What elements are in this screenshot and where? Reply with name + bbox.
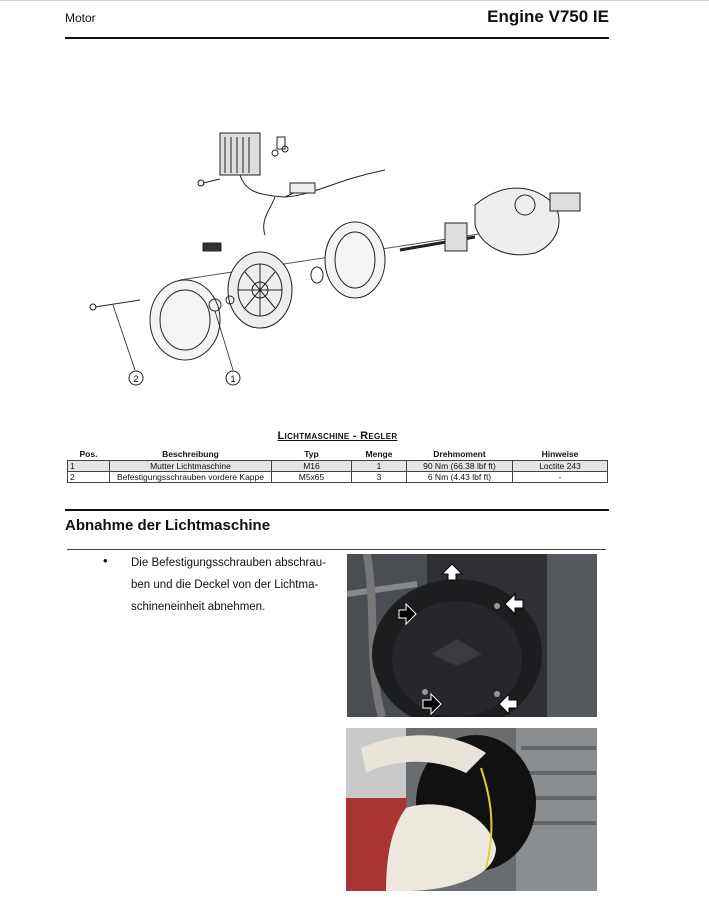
table-row <box>68 461 608 472</box>
cover-removal-photo <box>346 728 597 891</box>
column-header: Pos. <box>79 448 98 459</box>
cell-pos: 1 <box>68 461 110 472</box>
header-rule <box>65 37 609 39</box>
cell-pos: 2 <box>68 472 110 483</box>
column-header: Beschreibung <box>162 448 219 459</box>
table-title: Lichtmaschine - Regler <box>277 430 398 442</box>
section-rule <box>65 509 609 511</box>
page-top-edge <box>0 0 709 1</box>
cell-typ: M16 <box>272 461 352 472</box>
section-heading: Abnahme der Lichtmaschine <box>65 517 271 534</box>
table-header-row <box>68 447 608 461</box>
cell-menge: 3 <box>352 472 407 483</box>
cell-beschreibung: Befestigungsschrauben vordere Kappe <box>110 472 272 483</box>
document-title: Engine V750 IE <box>487 7 609 26</box>
column-header: Hinweise <box>541 448 579 459</box>
table-row <box>68 472 608 483</box>
spec-table <box>67 447 608 483</box>
cell-beschreibung: Mutter Lichtmaschine <box>110 461 272 472</box>
cell-drehmoment: 90 Nm (66.38 lbf ft) <box>407 461 513 472</box>
voltage-regulator-drawing <box>220 133 288 175</box>
heading-underline <box>67 549 606 550</box>
cell-typ: M5x65 <box>272 472 352 483</box>
exploded-parts-diagram <box>85 125 590 393</box>
bullet-text: Die Befestigungsschrauben abschrau-ben und die Deckel von der Lichtma-schineneinheit abnehmen. <box>131 557 326 613</box>
callout-label-1: 1 <box>230 374 236 384</box>
cell-menge: 1 <box>352 461 407 472</box>
bullet-icon: • <box>103 553 108 568</box>
column-header: Drehmoment <box>433 448 486 459</box>
cell-hinweise: - <box>513 472 608 483</box>
column-header: Menge <box>365 448 393 459</box>
cell-hinweise: Loctite 243 <box>513 461 608 472</box>
column-header: Typ <box>304 448 319 459</box>
section-label: Motor <box>65 11 96 25</box>
cell-drehmoment: 6 Nm (4.43 lbf ft) <box>407 472 513 483</box>
callout-label-2: 2 <box>133 374 139 384</box>
alternator-cover-photo <box>347 554 597 717</box>
